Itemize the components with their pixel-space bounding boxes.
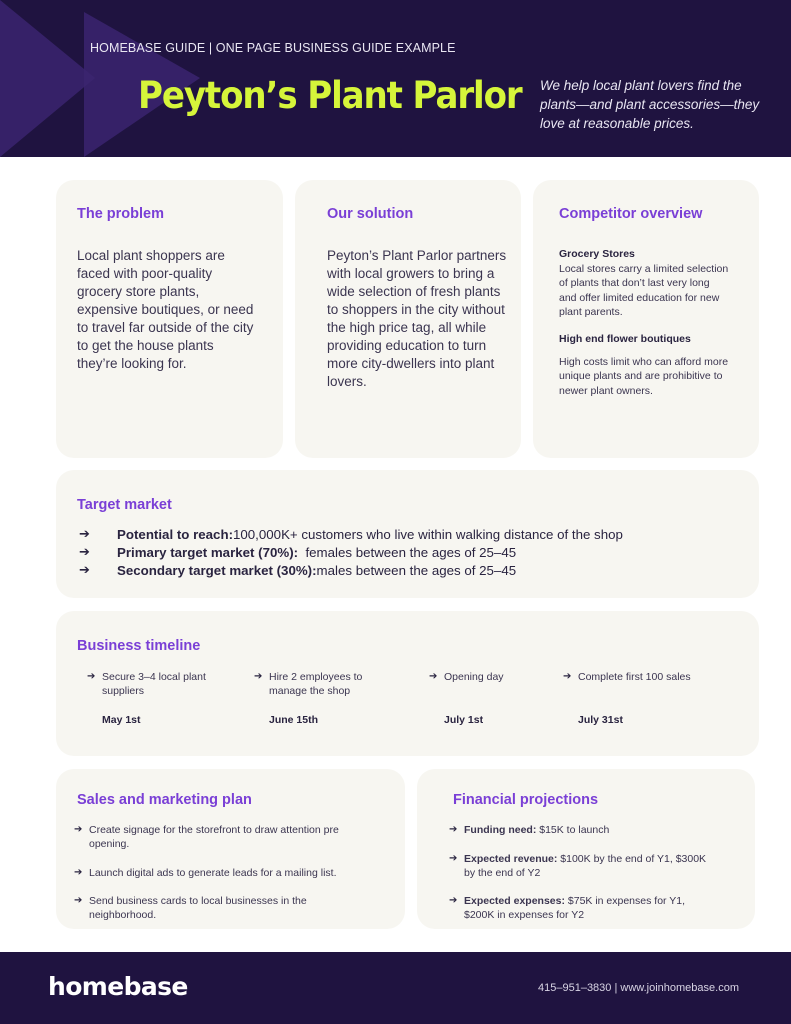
item-label: Expected expenses: [464,895,565,907]
arrow-right-icon: ➔ [449,853,458,864]
arrow-right-icon: ➔ [79,526,90,541]
solution-heading: Our solution [327,206,414,222]
arrow-right-icon: ➔ [449,824,458,835]
list-item [79,543,623,561]
target-market-card [56,470,759,598]
arrow-right-icon: ➔ [449,895,458,906]
footer-banner [0,952,791,1024]
header-banner [0,0,791,157]
item-text: $100K by the end of Y1, $300K by the end of Y2 [464,853,707,880]
arrow-right-icon: ➔ [79,544,90,559]
financial-card [417,769,755,929]
competitor-name: Grocery Stores [559,248,635,260]
item-text: Launch digital ads to generate leads for a mailing list. [89,867,337,879]
competitor-name: High end flower boutiques [559,333,691,345]
arrow-right-icon: ➔ [563,671,572,682]
homebase-logo: homebase [48,972,188,1001]
list-item [74,866,374,880]
item-label: Primary target market (70%): [117,544,299,560]
item-text: $15K to launch [536,824,610,836]
timeline-date: July 31st [578,714,623,726]
sales-marketing-heading: Sales and marketing plan [77,792,252,808]
item-label: Potential to reach: [117,526,233,542]
timeline-text: Opening day [444,671,504,683]
target-market-list [79,525,623,579]
tagline: We help local plant lovers find the plants—and plant accessories—they love at reasonable prices. [540,78,760,131]
arrow-right-icon: ➔ [74,824,83,835]
problem-heading: The problem [77,206,165,222]
list-item [74,894,334,923]
item-text: males between the ages of 25–45 [316,562,517,578]
timeline-text: Hire 2 employees to manage the shop [269,671,363,698]
financial-heading: Financial projections [453,792,599,808]
arrow-right-icon: ➔ [429,671,438,682]
item-text: 100,000K+ customers who live within walking distance of the shop [233,526,623,542]
problem-card [56,180,283,458]
list-item [449,823,709,837]
arrow-right-icon: ➔ [74,895,83,906]
timeline-card [56,611,759,756]
list-item [74,823,354,852]
problem-text: Local plant shoppers are faced with poor-quality grocery store plants, expensive boutiques, or need to travel far outside of the city to get the house plants they’re looking for. [77,248,254,371]
arrow-right-icon: ➔ [74,867,83,878]
timeline-date: June 15th [269,714,319,726]
timeline-date: July 1st [444,714,484,726]
item-label: Expected revenue: [464,853,558,865]
timeline-text: Secure 3–4 local plant suppliers [102,671,206,698]
timeline-date: May 1st [102,714,141,726]
arrow-right-icon: ➔ [87,671,96,682]
item-label: Secondary target market (30%): [117,562,317,578]
item-text: females between the ages of 25–45 [298,544,517,560]
competitor-text: Local stores carry a limited selection of plants that don’t last very long and offer limited education for new plant parents. [559,263,729,318]
competitor-text: High costs limit who can afford more unique plants and are prohibitive to newer plant owners. [559,356,729,397]
list-item [449,852,709,881]
item-label: Funding need: [464,824,537,836]
item-text: Create signage for the storefront to draw attention pre opening. [89,824,339,851]
list-item [79,561,623,579]
item-text: Send business cards to local businesses in the neighborhood. [89,895,307,922]
timeline-item [87,670,207,699]
solution-text: Peyton’s Plant Parlor partners with local growers to bring a wide selection of fresh plants to shoppers in the city without the high price tag, all while providing education to turn more city-dwellers into plant lovers. [327,248,507,389]
item-text: $75K in expenses for Y1, $200K in expenses for Y2 [464,895,686,922]
timeline-item [429,670,549,684]
competitor-heading: Competitor overview [559,206,703,222]
timeline-item [563,670,733,684]
timeline-text: Complete first 100 sales [578,671,691,683]
sales-marketing-card [56,769,405,929]
timeline-heading: Business timeline [77,638,201,654]
guide-kicker: HOMEBASE GUIDE | ONE PAGE BUSINESS GUIDE EXAMPLE [90,41,456,55]
solution-card [295,180,521,458]
list-item [79,525,623,543]
timeline-item [254,670,384,699]
list-item [449,894,709,923]
competitor-card [533,180,759,458]
contact-info: 415–951–3830 | www.joinhomebase.com [538,982,739,994]
target-market-heading: Target market [77,497,172,513]
arrow-right-icon: ➔ [79,562,90,577]
business-name-title: Peyton’s Plant Parlor [138,74,522,117]
arrow-right-icon: ➔ [254,671,263,682]
